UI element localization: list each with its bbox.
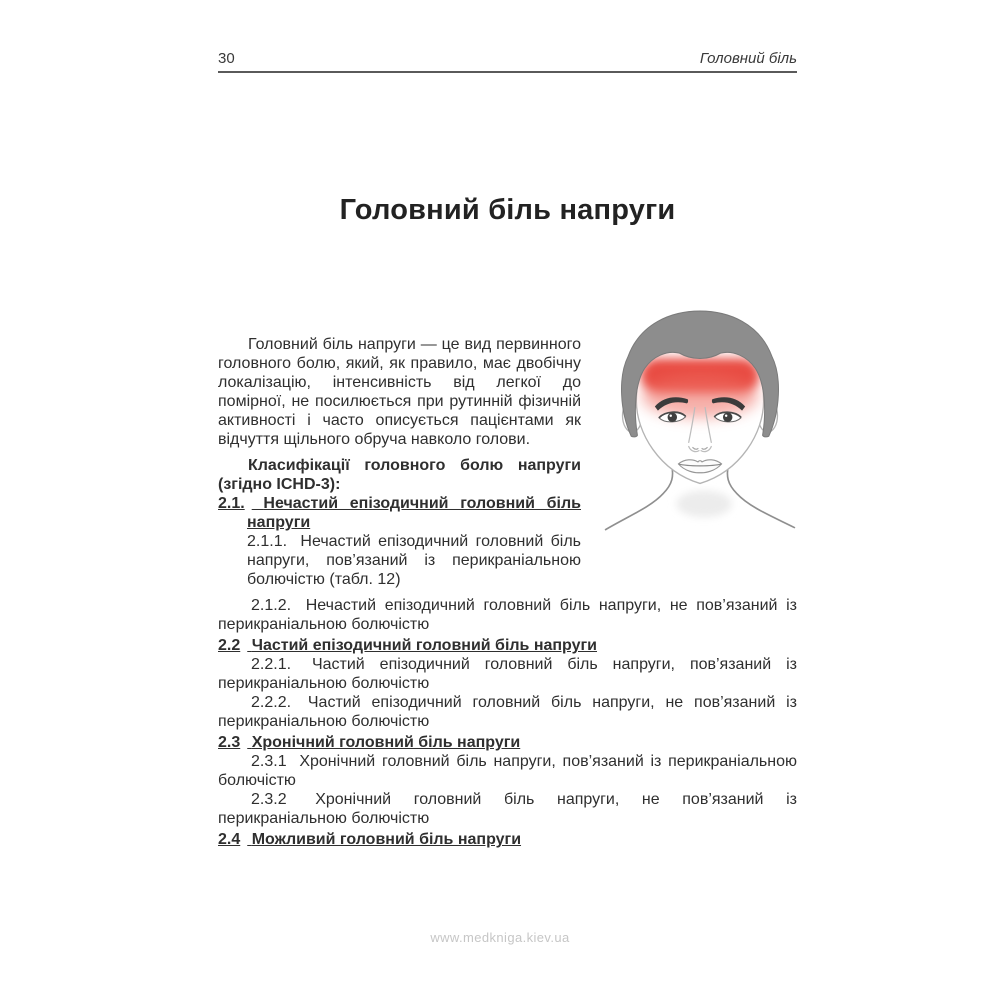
- chest-shadow: [676, 491, 731, 518]
- item-text: Частий епізодичний головний біль напруги, не пов’язаний із перикраніальною болючістю: [218, 694, 797, 730]
- page-header: [218, 50, 797, 73]
- item-text: Хронічний головний біль напруги, не пов’язаний із перикраніальною болючістю: [218, 791, 797, 827]
- classification-item-2-2: [218, 636, 797, 655]
- classification-item-2-3: [218, 733, 797, 752]
- classification-item-2-1: [218, 494, 581, 532]
- item-number: 2.3.1: [251, 753, 287, 770]
- text-column-narrow: [218, 335, 581, 589]
- item-number: 2.2.2.: [251, 694, 292, 711]
- item-text: Частий епізодичний головний біль напруги: [251, 637, 598, 654]
- item-number: 2.3: [218, 734, 241, 751]
- tension-headache-figure: [597, 309, 803, 545]
- item-text: Хронічний головний біль напруги, пов’язаний із перикраніальною болючістю: [218, 753, 797, 789]
- item-text: Нечастий епізодичний головний біль напруги, пов’язаний із перикраніальною болючістю (табл. 12): [247, 533, 581, 588]
- classification-item-2-3-2: [218, 790, 797, 828]
- page-number: 30: [218, 50, 235, 67]
- item-number: 2.4: [218, 831, 241, 848]
- classification-item-2-2-1: [218, 655, 797, 693]
- classification-item-2-1-2: [218, 596, 797, 634]
- item-text: Нечастий епізодичний головний біль напруги: [247, 495, 581, 531]
- classification-item-2-4: [218, 830, 797, 849]
- item-number: 2.2: [218, 637, 241, 654]
- page-title: Головний біль напруги: [339, 194, 676, 226]
- item-number: 2.1.1.: [247, 533, 288, 550]
- text-column-wide: [218, 596, 797, 849]
- classification-item-2-1-1: [247, 532, 581, 589]
- item-number: 2.3.2: [251, 791, 287, 808]
- item-text: Хронічний головний біль напруги: [251, 734, 521, 751]
- head-illustration: [597, 309, 803, 545]
- item-text: Можливий головний біль напруги: [251, 831, 522, 848]
- item-number: 2.1.: [218, 495, 245, 512]
- item-number: 2.1.2.: [251, 597, 292, 614]
- item-text: Частий епізодичний головний біль напруги, пов’язаний із перикраніальною болючістю: [218, 656, 797, 692]
- item-text: Нечастий епізодичний головний біль напруги, не пов’язаний із перикраніальною болючістю: [218, 597, 797, 633]
- running-title: Головний біль: [699, 50, 797, 67]
- classification-item-2-3-1: [218, 752, 797, 790]
- intro-paragraph: Головний біль напруги — це вид первинного головного болю, який, як правило, має двобічну локалізацію, інтенсивність від легкої до помірної, не посилюється при рутинній фізичній активності і часто описується пацієнтами як відчуття щільного обруча навколо голови.: [218, 336, 581, 448]
- classification-item-2-2-2: [218, 693, 797, 731]
- classification-heading: Класифікації головного болю напруги (згідно ICHD-3):: [218, 457, 581, 493]
- watermark: www.medkniga.kiev.ua: [430, 930, 570, 945]
- item-number: 2.2.1.: [251, 656, 292, 673]
